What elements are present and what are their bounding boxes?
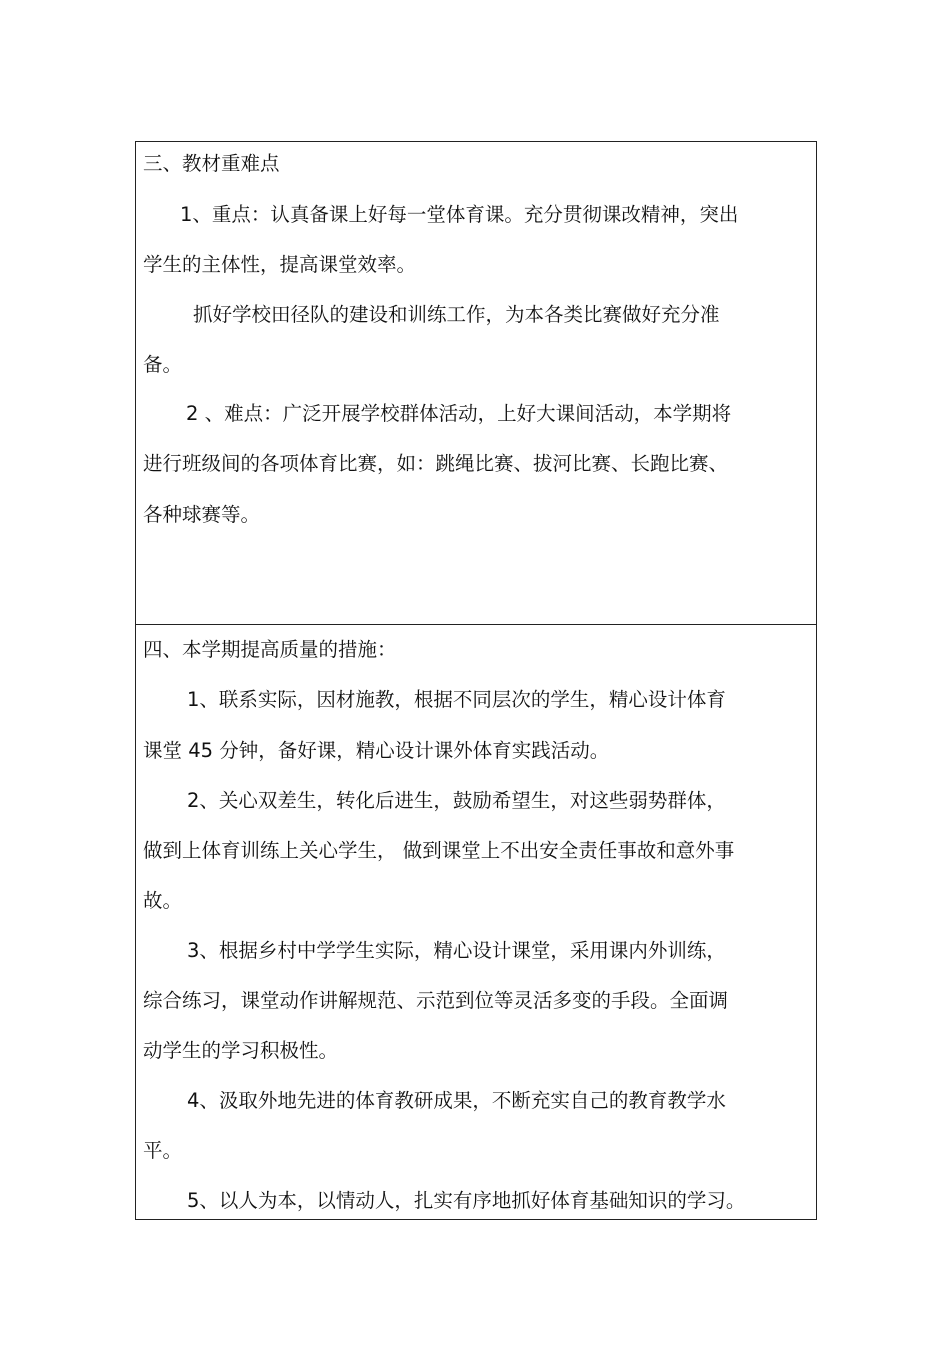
section-key-difficult-points: [136, 142, 816, 625]
paragraph-line: 各种球赛等。: [143, 503, 261, 526]
paragraph-line: 抓好学校田径队的建设和训练工作，为本各类比赛做好充分准: [193, 303, 720, 326]
paragraph-line: 学生的主体性，提高课堂效率。: [143, 253, 417, 276]
paragraph-line: 1、重点：认真备课上好每一堂体育课。充分贯彻课改精神，突出: [180, 203, 739, 226]
paragraph-line: 平。: [143, 1139, 183, 1162]
paragraph-line: 2 、难点：广泛开展学校群体活动，上好大课间活动，本学期将: [186, 402, 732, 425]
paragraph-line: 备。: [143, 353, 183, 376]
paragraph-line: 故。: [143, 889, 183, 912]
paragraph-line: 做到上体育训练上关心学生， 做到课堂上不出安全责任事故和意外事: [143, 839, 735, 862]
section-heading: 四、本学期提高质量的措施：: [143, 638, 397, 661]
paragraph-line: 1、联系实际，因材施教，根据不同层次的学生，精心设计体育: [187, 688, 726, 711]
section-heading: 三、教材重难点: [143, 152, 280, 175]
paragraph-line: 综合练习，课堂动作讲解规范、示范到位等灵活多变的手段。全面调: [143, 989, 729, 1012]
paragraph-line: 3、根据乡村中学学生实际，精心设计课堂，采用课内外训练，: [187, 939, 726, 962]
paragraph-line: 进行班级间的各项体育比赛，如：跳绳比赛、拔河比赛、长跑比赛、: [143, 452, 729, 475]
content-table: [135, 141, 817, 1220]
paragraph-line: 课堂 45 分钟，备好课，精心设计课外体育实践活动。: [143, 739, 610, 762]
paragraph-line: 动学生的学习积极性。: [143, 1039, 339, 1062]
section-quality-measures: [136, 625, 816, 1219]
paragraph-line: 5、以人为本，以情动人，扎实有序地抓好体育基础知识的学习。: [187, 1189, 746, 1212]
paragraph-line: 2、关心双差生，转化后进生，鼓励希望生，对这些弱势群体，: [187, 789, 726, 812]
paragraph-line: 4、汲取外地先进的体育教研成果，不断充实自己的教育教学水: [187, 1089, 726, 1112]
